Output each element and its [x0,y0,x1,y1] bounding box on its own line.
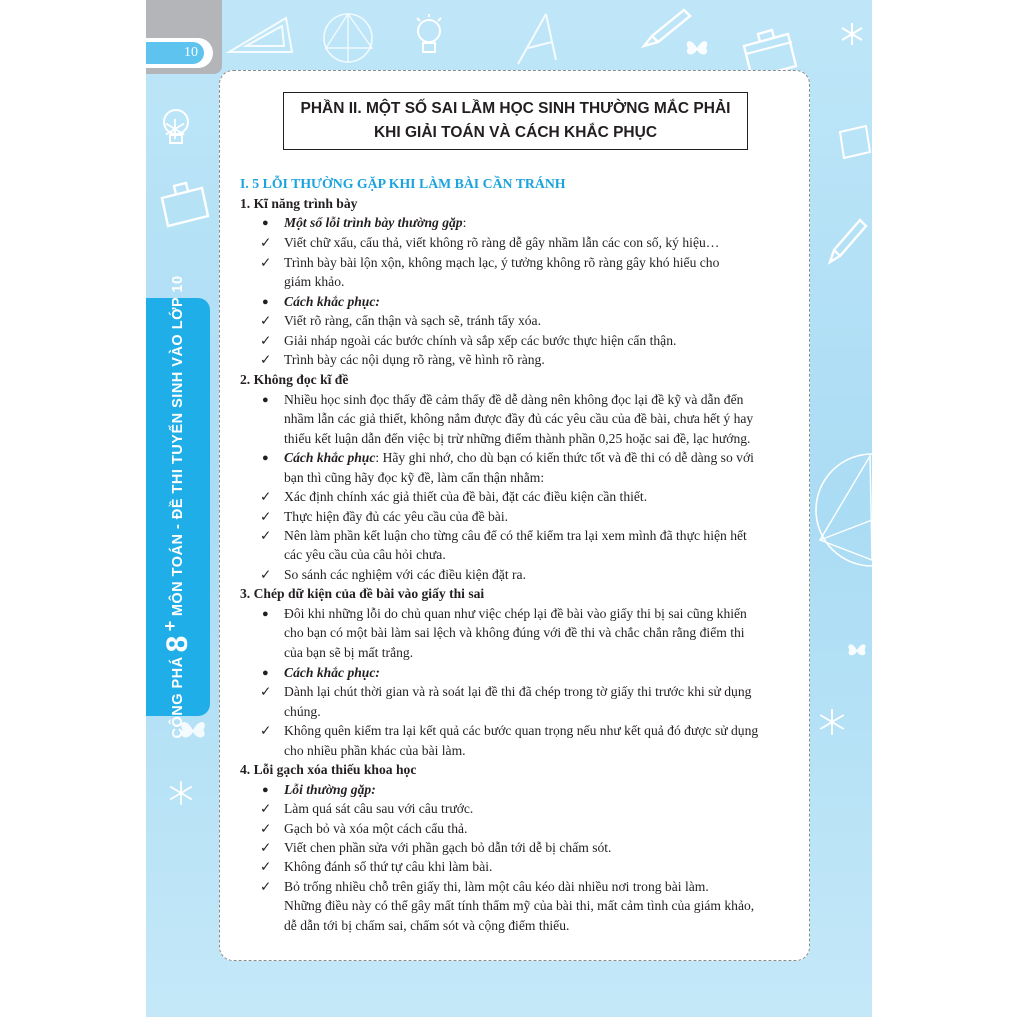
text-line: Cách khắc phục: Hãy ghi nhớ, cho dù bạn có kiến thức tốt và đề thi có dễ dàng so với [284,450,754,465]
text-line: Thực hiện đầy đủ các yêu cầu của đề bài. [284,509,509,524]
text-line: Viết rõ ràng, cẩn thận và sạch sẽ, tránh tẩy xóa. [284,313,541,328]
check-mark: ✓ [260,684,272,699]
check-mark: ✓ [260,255,272,270]
check-mark: ✓ [260,313,272,328]
page-number: 10 [184,45,198,60]
text-line: thiếu kết luận dẫn đến việc bị trừ những điểm thành phần 0,25 hoặc sai đề, lạc hướng. [284,431,751,446]
text-line: nhầm lẫn các giả thiết, không nắm được đầy đủ các yêu cầu của đề bài, chưa hết ý hay [284,411,754,426]
bullet-mark: ● [262,608,269,620]
text-line: Những điều này có thể gây mất tính thẩm mỹ của bài thi, mất cảm tình của giám khảo, [284,898,755,913]
text-line: Viết chen phần sửa với phần gạch bỏ dẫn tới dễ bị chấm sót. [284,840,612,855]
text-line: giám khảo. [284,274,345,289]
text-line: Không quên kiểm tra lại kết quả các bước quan trọng nếu như kết quả đó được sử dụng [284,723,759,738]
subsection-heading: 1. Kĩ năng trình bày [240,196,358,211]
text-line: bạn thì cũng hãy đọc kỹ đề, làm cẩn thận nhằm: [284,470,545,485]
text-line: Nên làm phần kết luận cho từng câu để có thể kiểm tra lại xem mình đã thực hiện hết [284,528,747,543]
text-line: dễ dẫn tới bị chấm sai, chấm sót và cộng điểm thiếu. [284,918,570,933]
text-line: Gạch bỏ và xóa một cách cẩu thả. [284,821,468,836]
text-line: Trình bày bài lộn xộn, không mạch lạc, ý tưởng không rõ ràng gây khó hiểu cho [284,255,720,270]
text-line: Cách khắc phục: [284,665,380,680]
bullet-mark: ● [262,217,269,229]
side-label-number: 8 [161,635,194,653]
text-line: Nhiều học sinh đọc thấy đề cảm thấy đề dễ dàng nên không đọc lại đề kỹ và dẫn đến [284,392,744,407]
check-mark: ✓ [260,859,272,874]
title-line-2: KHI GIẢI TOÁN VÀ CÁCH KHẮC PHỤC [373,124,658,141]
text-line: Trình bày các nội dụng rõ ràng, vẽ hình rõ ràng. [284,352,545,367]
text-line: So sánh các nghiệm với các điều kiện đặt ra. [284,567,526,582]
bullet-mark: ● [262,394,269,406]
bullet-mark: ● [262,296,269,308]
check-mark: ✓ [260,821,272,836]
check-mark: ✓ [260,567,272,582]
text-line: Bỏ trống nhiều chỗ trên giấy thi, làm một câu kéo dài nhiều nơi trong bài làm. [284,879,709,894]
text-line: Một số lỗi trình bày thường gặp: [284,215,467,230]
text-line: Không đánh số thứ tự câu khi làm bài. [284,859,493,874]
check-mark: ✓ [260,879,272,894]
check-mark: ✓ [260,840,272,855]
side-label-suffix: MÔN TOÁN - ĐỀ THI TUYỂN SINH VÀO LỚP 10 [170,275,186,617]
check-mark: ✓ [260,801,272,816]
side-label-plus: + [159,620,180,632]
title-line-1: PHẦN II. MỘT SỐ SAI LẦM HỌC SINH THƯỜNG MẮC PHẢI [300,100,731,117]
text-line: các yêu cầu của câu hỏi chưa. [284,547,446,562]
text-line: chúng. [284,704,321,719]
text-line: Lỗi thường gặp: [284,782,376,797]
bullet-mark: ● [262,784,269,796]
check-mark: ✓ [260,723,272,738]
subsection-heading: 4. Lỗi gạch xóa thiếu khoa học [240,762,417,777]
text-line: của bạn sẽ bị mất trắng. [284,645,414,660]
check-mark: ✓ [260,489,272,504]
check-mark: ✓ [260,509,272,524]
subsection-heading: 3. Chép dữ kiện của đề bài vào giấy thi sai [240,586,485,601]
text-line: cho nhiều phần khác của bài làm. [284,743,466,758]
text-line: Giải nháp ngoài các bước chính và sắp xếp các bước thực hiện cẩn thận. [284,333,677,348]
text-line: Dành lại chút thời gian và rà soát lại đề thi đã chép trong tờ giấy thi trước khi sử dụng [284,684,752,699]
check-mark: ✓ [260,352,272,367]
check-mark: ✓ [260,235,272,250]
bullet-mark: ● [262,667,269,679]
text-line: Làm quá sát câu sau với câu trước. [284,801,474,816]
text-line: Đôi khi những lỗi do chủ quan như việc chép lại đề bài vào giấy thi bị sai cũng khiến [284,606,747,621]
text-line: Cách khắc phục: [284,294,380,309]
section-heading: I. 5 LỖI THƯỜNG GẶP KHI LÀM BÀI CẦN TRÁNH [240,176,566,191]
text-line: Viết chữ xấu, cẩu thả, viết không rõ ràng dễ gây nhầm lẫn các con số, ký hiệu… [284,235,720,250]
text-line: Xác định chính xác giả thiết của đề bài, đặt các điều kiện cần thiết. [284,489,648,504]
side-label-prefix: CÔNG PHÁ [170,656,186,739]
text-line: cho bạn có một bài làm sai lệch và không đúng với đề thi và chắc chắn rằng điểm thi [284,625,745,640]
check-mark: ✓ [260,333,272,348]
check-mark: ✓ [260,528,272,543]
bullet-mark: ● [262,452,269,464]
subsection-heading: 2. Không đọc kĩ đề [240,372,349,387]
